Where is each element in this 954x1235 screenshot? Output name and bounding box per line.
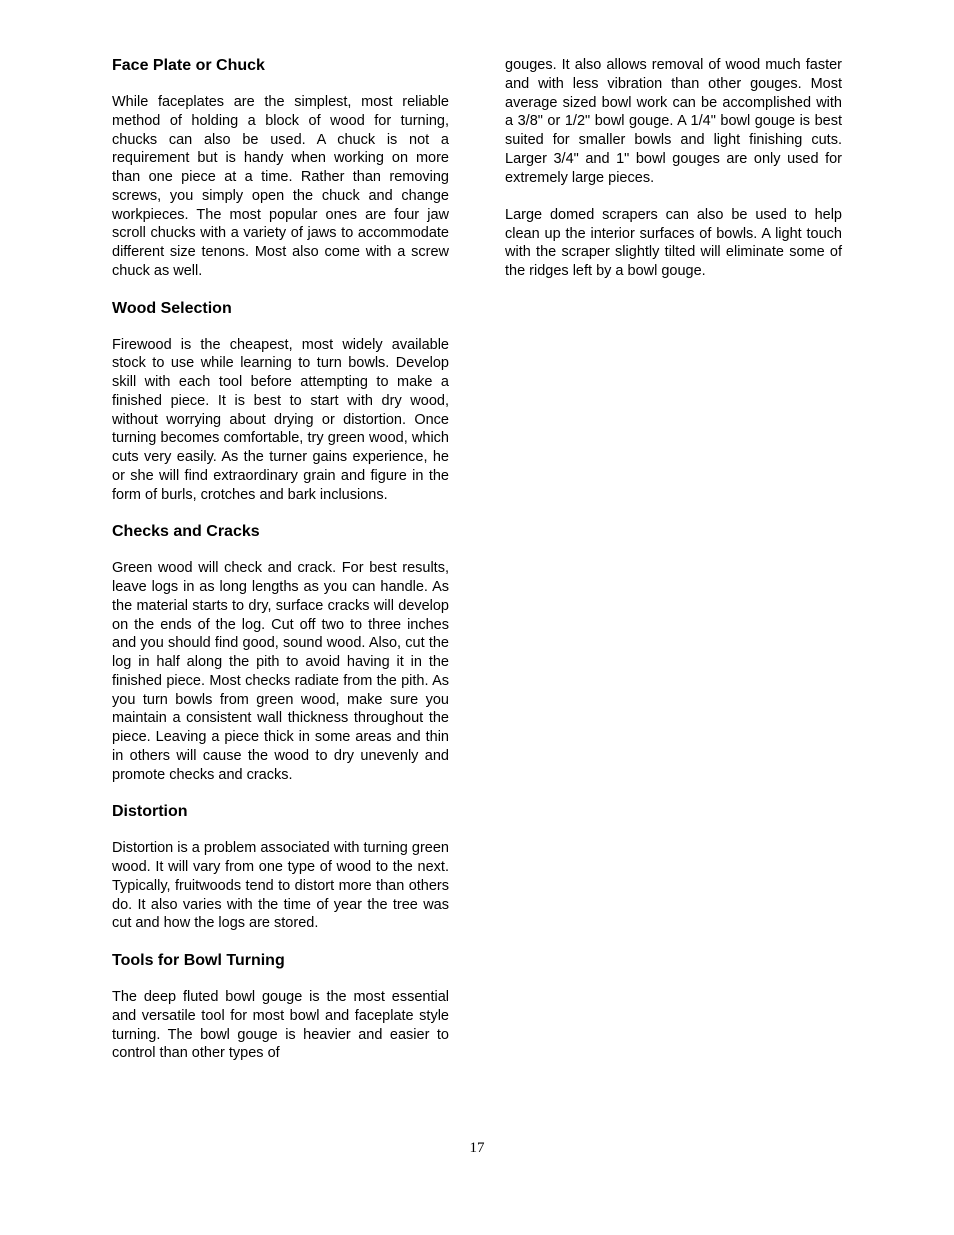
section-paragraph: Distortion is a problem associated with turning green wood. It will vary from one type of wood to the next. Typically, fruitwoods tend to distort more than others do. It also varies with the time of year the tree was cut and how the logs are stored. [112,840,449,932]
section-checks-and-cracks [112,522,449,784]
continued-paragraph: gouges. It also allows removal of wood much faster and with less vibration than other gouges. Most average sized bowl work can be accomplished with a 3/8" or 1/2" bowl gouge. A 1/4" bowl gouge is best suited for smaller bowls and light finishing cuts. Larger 3/4" and 1" bowl gouges are only used for extremely large pieces. [505,57,842,186]
section-paragraph: Firewood is the cheapest, most widely available stock to use while learning to turn bowls. Develop skill with each tool before attempting to make a finished piece. It is best to start with dry wood, without worrying about drying or distortion. Once turning becomes comfortable, try green wood, which cuts very easily. As the turner gains experience, he or she will find extraordinary grain and figure in the form of burls, crotches and bark inclusions. [112,336,449,503]
section-face-plate-or-chuck [112,56,449,281]
section-paragraph: The deep fluted bowl gouge is the most essential and versatile tool for most bowl and faceplate style turning. The bowl gouge is heavier and easier to control than other types of [112,989,449,1062]
scraper-paragraph: Large domed scrapers can also be used to help clean up the interior surfaces of bowls. A light touch with the scraper slightly tilted will eliminate some of the ridges left by a bowl gouge. [505,206,842,279]
section-heading: Checks and Cracks [112,523,260,541]
section-paragraph: While faceplates are the simplest, most reliable method of holding a block of wood for turning, chucks can also be used. A chuck is not a requirement but is handy when working on more than one piece at a time. Rather than removing screws, you simply open the chuck and change workpieces. The most popular ones are four jaw scroll chucks with a variety of jaws to accommodate different size tenons. Most also come with a screw chuck as well. [112,94,449,279]
section-wood-selection [112,299,449,505]
section-heading: Distortion [112,803,188,821]
section-heading: Tools for Bowl Turning [112,952,285,969]
section-tools-for-bowl-turning [112,951,449,1063]
section-paragraph: Green wood will check and crack. For best results, leave logs in as long lengths as you can handle. As the material starts to dry, surface cracks will develop on the ends of the log. Cut off two to three inches and you should find good, sound wood. Also, cut the log in half along the pith to avoid having it in the finished piece. Most checks radiate from the pith. As you turn bowls from green wood, make sure you maintain a consistent wall thickness throughout the piece. Leaving a piece thick in some areas and thin in others will cause the wood to dry unevenly and promote checks and cracks. [112,560,449,783]
section-distortion [112,802,449,933]
page-number: 17 [469,1140,485,1156]
section-heading: Wood Selection [112,299,232,317]
left-column [112,56,449,1063]
right-column [505,56,842,299]
section-heading: Face Plate or Chuck [112,57,265,74]
